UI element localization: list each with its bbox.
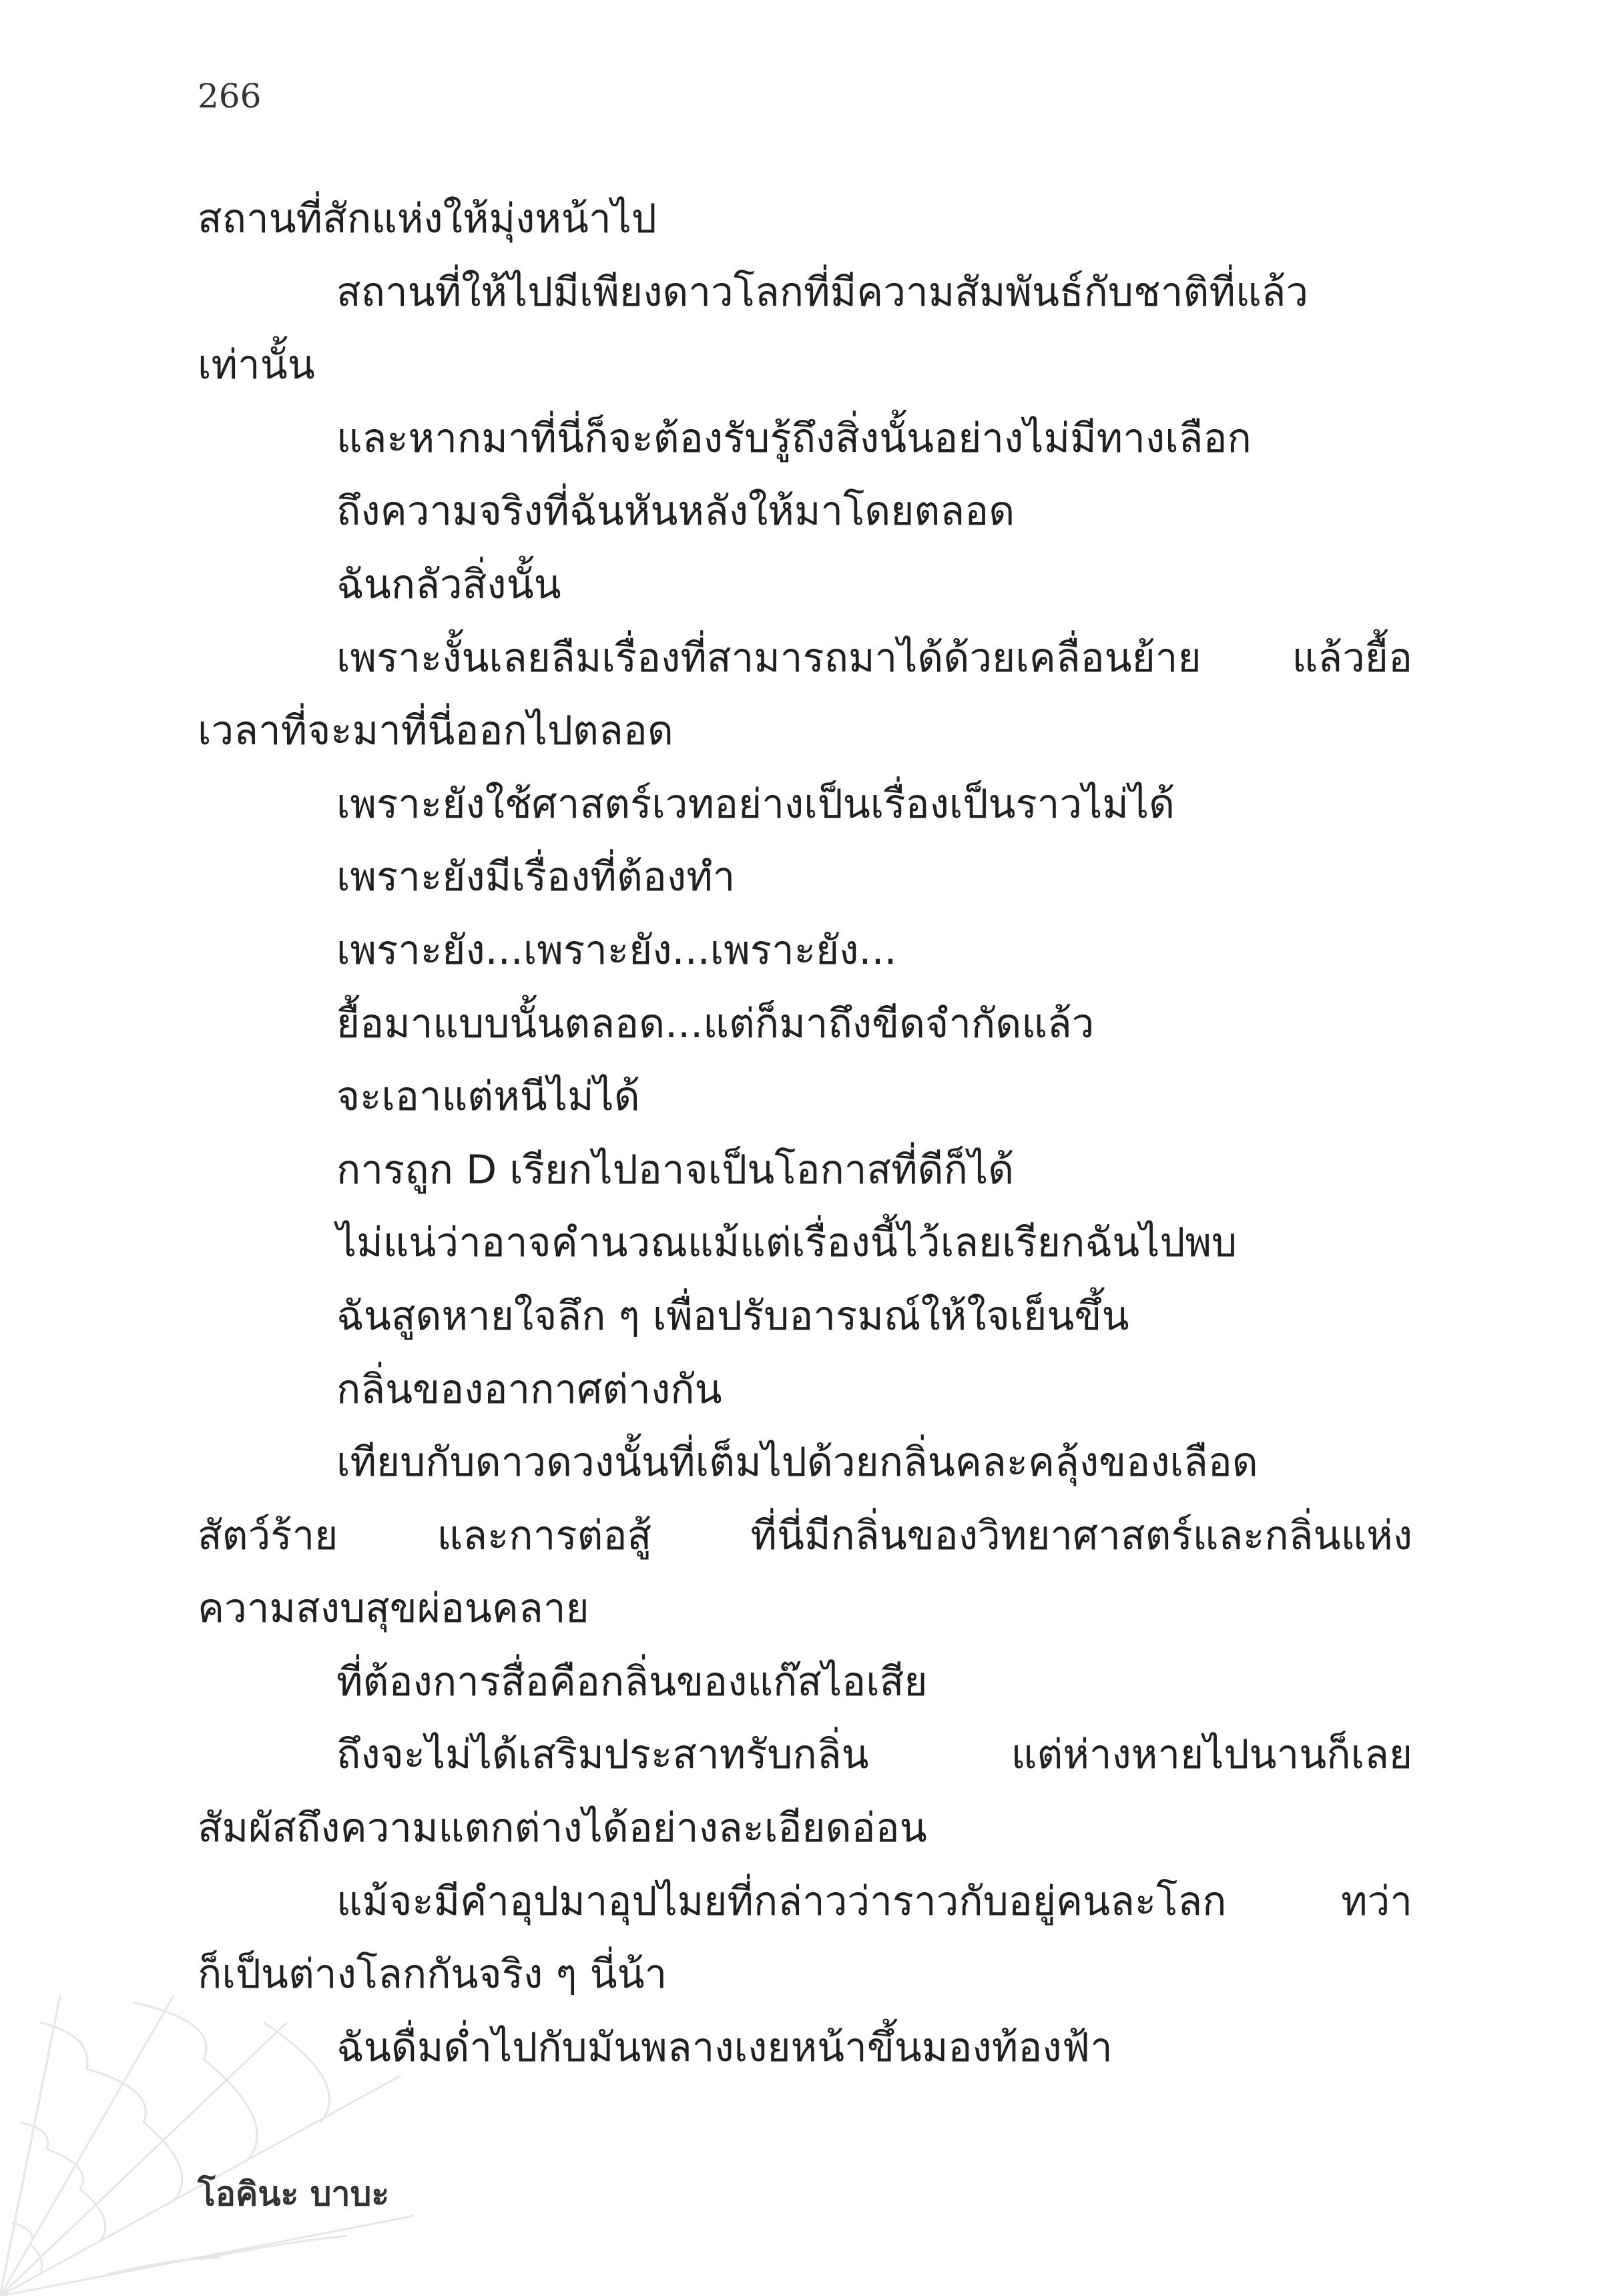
text-line: ถึงจะไม่ได้เสริมประสาทรับกลิ่น แต่ห่างหายไปนานก็เลย — [336, 1731, 1412, 1779]
text-line: สัตว์ร้าย และการต่อสู้ ที่นี่มีกลิ่นของวิทยาศาสตร์และกลิ่นแห่ง — [198, 1512, 1412, 1559]
text-line: สัมผัสถึงความแตกต่างได้อย่างละเอียดอ่อน — [198, 1805, 927, 1852]
footer-author: โอคินะ บาบะ — [198, 2175, 390, 2213]
text-line: เพราะยังใช้ศาสตร์เวทอย่างเป็นเรื่องเป็นราวไม่ได้ — [336, 780, 1175, 828]
text-line: ถึงความจริงที่ฉันหันหลังให้มาโดยตลอด — [336, 488, 1015, 535]
text-line: เพราะยัง...เพราะยัง...เพราะยัง... — [336, 926, 897, 974]
text-line: ฉันกลัวสิ่งนั้น — [336, 561, 561, 608]
text-line: เท่านั้น — [198, 342, 315, 389]
text-line: เทียบกับดาวดวงนั้นที่เต็มไปด้วยกลิ่นคละคลุ้งของเลือด — [336, 1439, 1258, 1486]
spider-web-decoration — [0, 1996, 414, 2296]
text-line: สถานที่สักแห่งให้มุ่งหน้าไป — [198, 196, 657, 242]
text-line: ก็เป็นต่างโลกกันจริง ๆ นี่น้า — [198, 1951, 667, 1998]
text-line: เพราะงั้นเลยลืมเรื่องที่สามารถมาได้ด้วยเคลื่อนย้าย แล้วยื้อ — [336, 634, 1412, 681]
text-line: ฉันสูดหายใจลึก ๆ เพื่อปรับอารมณ์ให้ใจเย็นขึ้น — [336, 1292, 1129, 1340]
text-line: แม้จะมีคำอุปมาอุปไมยที่กล่าวว่าราวกับอยู่คนละโลก ทว่า — [336, 1878, 1412, 1925]
text-line: สถานที่ให้ไปมีเพียงดาวโลกที่มีความสัมพันธ์กับชาติที่แล้ว — [336, 268, 1309, 316]
text-line: ไม่แน่ว่าอาจคำนวณแม้แต่เรื่องนี้ไว้เลยเรียกฉันไปพบ — [336, 1219, 1238, 1267]
text-line: เพราะยังมีเรื่องที่ต้องทำ — [336, 854, 736, 901]
text-line: และหากมาที่นี่ก็จะต้องรับรู้ถึงสิ่งนั้นอย่างไม่มีทางเลือก — [336, 414, 1252, 462]
text-line: ฉันดื่มด่ำไปกับมันพลางเงยหน้าขึ้นมองท้องฟ้า — [336, 2024, 1113, 2071]
text-line: จะเอาแต่หนีไม่ได้ — [336, 1073, 640, 1121]
page-number: 266 — [198, 77, 262, 115]
body-text — [198, 183, 1412, 2084]
text-line: กลิ่นของอากาศต่างกัน — [336, 1366, 722, 1413]
text-line: เวลาที่จะมาที่นี่ออกไปตลอด — [198, 707, 674, 755]
text-line: ยื้อมาแบบนั้นตลอด...แต่ก็มาถึงขีดจำกัดแล้ว — [336, 1000, 1095, 1047]
text-line: ที่ต้องการสื่อคือกลิ่นของแก๊สไอเสีย — [336, 1658, 928, 1705]
text-line: การถูก D เรียกไปอาจเป็นโอกาสที่ดีก็ได้ — [336, 1146, 1015, 1193]
text-line: ความสงบสุขผ่อนคลาย — [198, 1585, 589, 1633]
